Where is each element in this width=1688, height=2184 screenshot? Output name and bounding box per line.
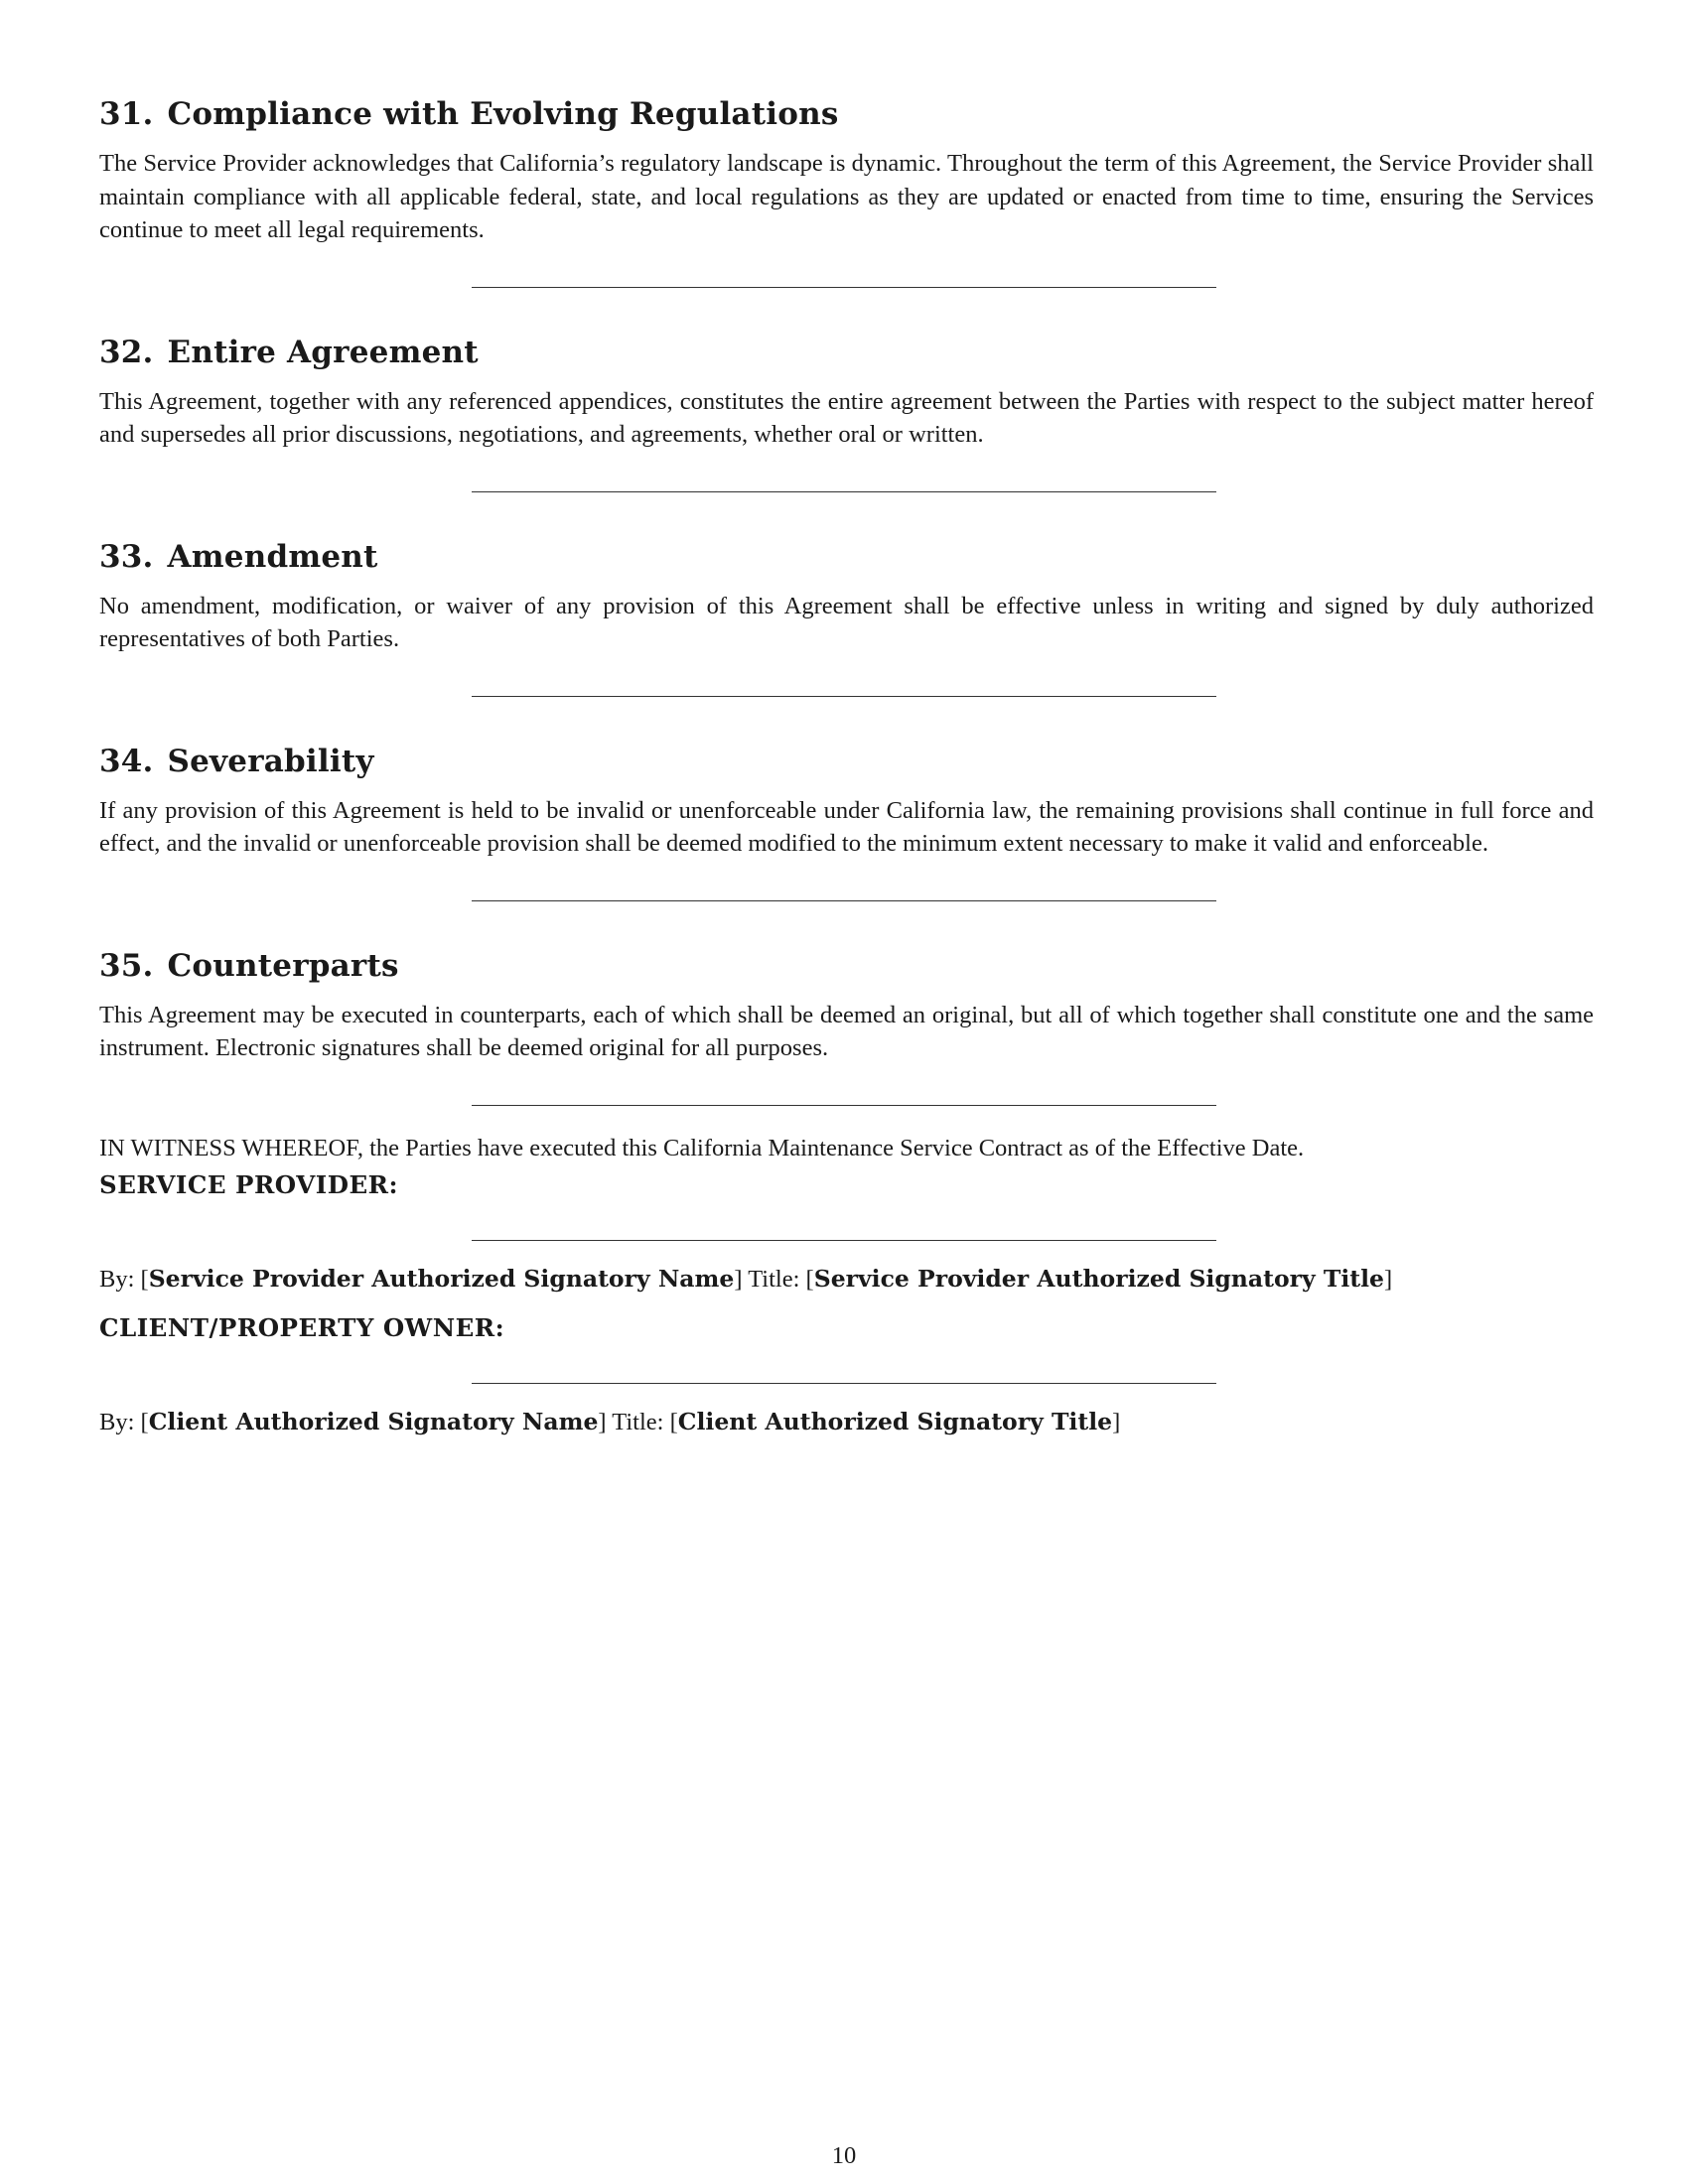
section-heading <box>99 743 1594 780</box>
section-divider <box>472 900 1216 901</box>
section-body: The Service Provider acknowledges that California’s regulatory landscape is dynamic. Throughout the term of this Agreement, the Service Provider shall maintain compliance with all applicable federal, state, and local regulations as they are updated or enacted from time to time, ensuring the Services continue to meet all legal requirements. <box>99 150 1594 243</box>
client-signatory-title: Client Authorized Signatory Title <box>677 1407 1113 1435</box>
section-body: This Agreement, together with any referenced appendices, constitutes the entire agreement between the Parties with respect to the subject matter hereof and supersedes all prior discussions, negotiations, and agreements, whether oral or written. <box>99 387 1594 448</box>
section-divider <box>472 696 1216 697</box>
section-number: 34. <box>99 743 154 779</box>
section-heading <box>99 334 1594 371</box>
section-heading <box>99 95 1594 133</box>
section-title: Amendment <box>167 538 378 575</box>
section-number: 35. <box>99 947 154 984</box>
client-label: CLIENT/PROPERTY OWNER: <box>99 1313 505 1342</box>
service-provider-label: SERVICE PROVIDER: <box>99 1170 399 1199</box>
section-heading <box>99 947 1594 985</box>
title-label: Title: <box>612 1408 664 1435</box>
witness-statement: IN WITNESS WHEREOF, the Parties have executed this California Maintenance Service Contract as of the Effective Date. <box>99 1134 1305 1161</box>
section-35 <box>99 947 1594 1065</box>
section-33 <box>99 538 1594 656</box>
section-body: If any provision of this Agreement is held to be invalid or unenforceable under California law, the remaining provisions shall continue in full force and effect, and the invalid or unenforceable provision shall be deemed modified to the minimum extent necessary to make it valid and enforceable. <box>99 796 1594 857</box>
section-divider <box>472 1105 1216 1106</box>
section-divider <box>472 287 1216 288</box>
provider-signatory-name: Service Provider Authorized Signatory Name <box>148 1264 735 1293</box>
section-body: No amendment, modification, or waiver of any provision of this Agreement shall be effective unless in writing and signed by duly authorized representatives of both Parties. <box>99 592 1594 652</box>
by-label: By: <box>99 1265 135 1293</box>
provider-signature-block: By: [Service Provider Authorized Signatory Name] Title: [Service Provider Authorized Signatory Title] <box>99 1264 1393 1293</box>
section-title: Compliance with Evolving Regulations <box>167 96 839 132</box>
section-body: This Agreement may be executed in counterparts, each of which shall be deemed an original, but all of which together shall constitute one and the same instrument. Electronic signatures shall be deemed original for all purposes. <box>99 1001 1594 1061</box>
provider-signature-line <box>472 1240 1216 1241</box>
section-title: Entire Agreement <box>167 334 479 370</box>
by-label: By: <box>99 1408 135 1435</box>
section-31 <box>99 95 1594 247</box>
section-divider <box>472 491 1216 492</box>
section-number: 32. <box>99 334 154 370</box>
page-number: 10 <box>831 2142 857 2169</box>
section-title: Severability <box>167 743 374 779</box>
title-label: Title: <box>748 1265 800 1293</box>
section-34 <box>99 743 1594 861</box>
document-page <box>99 95 1594 1438</box>
provider-signatory-title: Service Provider Authorized Signatory Title <box>813 1264 1384 1293</box>
section-32 <box>99 334 1594 452</box>
section-heading <box>99 538 1594 576</box>
client-signature-block: By: [Client Authorized Signatory Name] Title: [Client Authorized Signatory Title] <box>99 1407 1121 1435</box>
section-number: 33. <box>99 538 154 575</box>
client-signatory-name: Client Authorized Signatory Name <box>148 1407 599 1435</box>
section-number: 31. <box>99 96 154 132</box>
client-signature-line <box>472 1383 1216 1384</box>
section-title: Counterparts <box>167 947 399 984</box>
